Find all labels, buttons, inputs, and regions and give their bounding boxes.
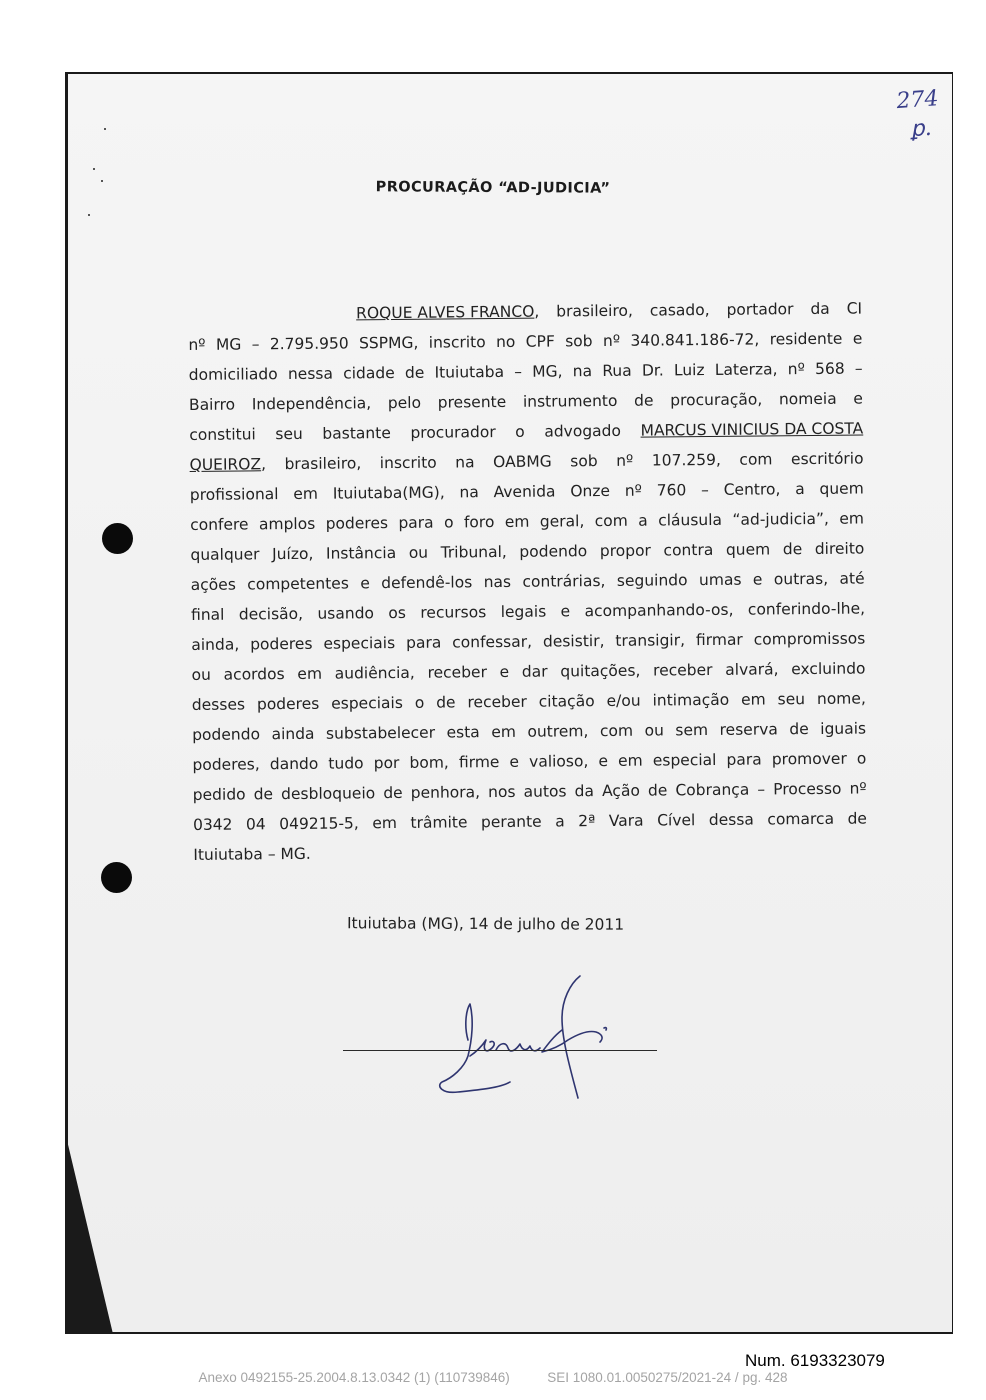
body-word: 107.259, (651, 450, 721, 470)
body-word: 2ª (578, 812, 596, 831)
body-word: nº (602, 331, 621, 351)
body-word: o (414, 693, 425, 712)
body-word: receber (467, 692, 527, 712)
body-word: dando (269, 754, 319, 774)
body-word: a (638, 511, 648, 530)
body-word: “ad-judicia”, (732, 509, 830, 529)
body-word: – (757, 780, 766, 799)
body-word: inscrito (428, 333, 486, 352)
body-word: 0342 (192, 815, 233, 834)
body-word: compromissos (753, 629, 866, 649)
body-word: Laterza, (714, 360, 778, 379)
body-word: da (574, 782, 595, 801)
scan-speck (93, 168, 95, 170)
body-word: citação (538, 692, 595, 711)
body-word: e (852, 329, 863, 348)
body-word: Avenida (493, 482, 556, 502)
body-word: e (752, 570, 763, 589)
body-word: especial (652, 750, 717, 770)
body-word: Independência, (251, 394, 372, 414)
body-word: e (853, 389, 864, 408)
body-word: sob (570, 452, 598, 471)
scan-speck (88, 214, 90, 216)
body-word: desistir, (542, 632, 605, 651)
body-word: MG (215, 335, 242, 354)
body-word: Cobrança (675, 780, 750, 800)
body-word: decisão, (238, 604, 304, 624)
footer-document-number: Num. 6193323079 (745, 1351, 885, 1370)
body-word: 2.795.950 (269, 334, 349, 354)
punch-hole-top (102, 523, 133, 554)
body-word: bastante (322, 424, 391, 443)
body-word: confere (190, 515, 249, 534)
body-word: legais (500, 602, 547, 622)
body-word: MARCUS VINICIUS DA COSTA (640, 419, 864, 440)
body-word: de (404, 363, 425, 382)
body-word: residente (769, 329, 843, 349)
body-word: seu (275, 424, 303, 444)
body-word: desbloqueio (281, 784, 376, 804)
body-word: procuração, (670, 390, 763, 410)
body-word: constitui (189, 425, 256, 444)
body-word: brasileiro, (284, 454, 362, 474)
body-word: brasileiro, (556, 301, 633, 321)
body-word: ou (408, 543, 429, 562)
body-word: em (491, 722, 516, 742)
body-word: para (405, 633, 442, 652)
body-word: esta (446, 723, 480, 742)
body-word: no (495, 332, 516, 352)
body-word: a (555, 812, 565, 831)
body-word: podendo (519, 542, 588, 561)
document-title: PROCURAÇÃO “AD-JUDICIA” (375, 179, 611, 197)
body-word: seu (777, 690, 806, 709)
body-word: nº (188, 335, 206, 354)
body-word: nº (616, 451, 634, 470)
body-word: Luiz (673, 361, 705, 380)
body-word: sem (675, 721, 709, 740)
body-word: promover (771, 749, 847, 769)
body-word: ações (190, 575, 236, 594)
body-word: inscrito (379, 453, 437, 473)
body-word: firmar (695, 630, 743, 650)
body-word: trâmite (410, 813, 468, 832)
body-word: profissional (189, 485, 279, 504)
body-word: presente (437, 392, 507, 412)
body-word: 760 (656, 481, 687, 500)
body-word: e (360, 574, 370, 593)
body-word: domiciliado (188, 365, 278, 384)
body-word: quitações, (560, 661, 641, 681)
body-word: casado, (649, 300, 710, 320)
scan-speck (104, 128, 106, 130)
body-word: de (383, 783, 403, 803)
body-word: Ituiutaba – MG. (193, 844, 311, 864)
body-word: tudo (328, 754, 364, 773)
body-word: em (617, 751, 643, 770)
body-word: sob (565, 332, 593, 351)
body-word: firme (458, 753, 500, 772)
body-word: com (594, 511, 628, 531)
body-word: nº (624, 481, 643, 500)
body-word: acordos (223, 665, 285, 684)
body-word: em (504, 512, 530, 531)
body-word: ainda, (191, 635, 240, 654)
body-word: – (514, 362, 523, 381)
body-word: umas (698, 570, 742, 590)
body-word: na (455, 453, 475, 472)
body-word: – (701, 481, 709, 500)
punch-hole-bottom (101, 862, 132, 893)
body-word: em (372, 814, 398, 833)
body-word: confessar, (452, 632, 533, 652)
body-word: dar (521, 662, 548, 681)
body-word: 04 (245, 815, 266, 834)
body-word: de (847, 809, 868, 828)
body-word: até (839, 569, 865, 588)
body-word: nº (787, 360, 805, 379)
body-word: quem (819, 479, 864, 498)
body-word: procurador (410, 423, 496, 442)
body-word: cláusula (658, 510, 723, 530)
body-word: Juízo, (272, 544, 314, 564)
body-word: na (459, 483, 479, 502)
body-word: na (572, 362, 593, 381)
body-word: advogado (544, 421, 622, 441)
body-word: nos (488, 782, 516, 802)
body-word: em (297, 664, 323, 683)
body-word: Ação (601, 781, 640, 801)
body-word: Rua (602, 361, 632, 381)
body-word: a (795, 480, 805, 499)
body-word: quem (725, 540, 771, 559)
body-word: poderes (256, 694, 320, 714)
body-word: CI (846, 299, 863, 318)
body-word: recursos (420, 603, 487, 622)
body-word: podendo (192, 725, 261, 744)
body-word: direito (814, 539, 865, 558)
place-date: Ituiutaba (MG), 14 de julho de 2011 (346, 914, 625, 934)
body-word: Centro, (723, 480, 781, 499)
body-word: nº (849, 779, 867, 798)
body-word: poderes, (192, 755, 260, 774)
body-word: o (443, 513, 454, 532)
body-word: nome, (816, 689, 866, 708)
body-word: de (634, 391, 654, 410)
body-word: e/ou (606, 691, 641, 711)
body-word: 568 (814, 359, 845, 378)
body-word: o (856, 749, 867, 768)
body-word: ou (644, 721, 664, 740)
body-word: de (647, 781, 668, 800)
footer-reference: Anexo 0492155-25.2004.8.13.0342 (1) (110739846) SEI 1080.01.0050275/2021-24 / pg. 428 (198, 1370, 788, 1385)
body-word: CPF (525, 332, 555, 351)
body-word: poderes (250, 634, 313, 654)
body-word: Vara (608, 811, 644, 830)
body-word: para (726, 750, 762, 769)
body-word: outrem, (527, 722, 589, 741)
body-word: especiais (323, 634, 396, 653)
handwritten-page-number (896, 84, 961, 158)
body-word: foro (463, 513, 495, 532)
body-word: para (398, 513, 434, 532)
body-word: de (436, 693, 456, 712)
body-word: 049215-5, (279, 814, 359, 834)
document-body (188, 294, 867, 870)
body-word: pedido (192, 785, 246, 804)
body-word: penhora, (410, 783, 481, 802)
signature-image (430, 970, 620, 1110)
body-word: OABMG (493, 452, 552, 472)
body-word: transigir, (615, 631, 686, 650)
body-word: audiência, (334, 663, 415, 683)
page-number-text: 274 (895, 86, 940, 115)
body-word: – (251, 335, 260, 354)
body-word: final (190, 605, 225, 624)
body-word: em (740, 690, 766, 709)
body-word: cidade (343, 364, 395, 383)
body-word: em (839, 509, 865, 528)
body-word: excluindo (791, 659, 866, 679)
body-word: substabelecer (325, 723, 436, 743)
body-word: Tribunal, (440, 542, 507, 562)
body-word: Onze (570, 481, 611, 501)
body-word: geral, (539, 512, 585, 531)
body-word: e (499, 662, 510, 682)
body-word: e (509, 752, 520, 771)
body-word: bom, (409, 753, 449, 772)
body-word: outras, (773, 569, 829, 589)
body-word: comarca (767, 809, 835, 829)
body-word: dessa (708, 810, 754, 830)
body-word: intimação (652, 690, 730, 710)
body-word: usando (317, 604, 375, 623)
body-word: iguais (820, 719, 867, 738)
body-word: Dr. (641, 361, 664, 380)
body-word: nas (483, 572, 512, 592)
body-word: desses (191, 695, 246, 714)
body-word: receber (427, 663, 487, 682)
body-word: receber (653, 660, 713, 680)
body-word: Bairro (188, 395, 236, 414)
body-word: ainda (271, 724, 315, 744)
body-word: qualquer (190, 545, 260, 564)
signature-line (343, 1050, 657, 1051)
body-word: contra (663, 540, 714, 560)
body-word: Instância (325, 544, 397, 563)
body-word: pelo (387, 393, 422, 413)
body-word: acompanhando-os, (584, 600, 734, 621)
body-word: SSPMG, (358, 333, 419, 353)
body-word: defendê-los (381, 573, 473, 593)
body-word: QUEIROZ, (189, 455, 267, 474)
body-word: de (253, 785, 274, 804)
body-word: – (854, 359, 863, 378)
body-word: ou (191, 665, 211, 684)
body-word: e (560, 602, 571, 621)
page-mark-text: ꝑ. (909, 115, 933, 142)
body-word: Ituiutaba(MG), (332, 483, 445, 503)
body-word: propor (599, 541, 651, 561)
body-word: escritório (790, 449, 864, 469)
body-word: Ituiutaba (434, 362, 505, 382)
body-word: por (373, 753, 400, 773)
body-word: da (810, 299, 830, 319)
body-word: nessa (287, 364, 334, 384)
body-word: contrárias, (522, 572, 606, 591)
body-word: com (599, 721, 634, 741)
body-word: alvará, (725, 660, 779, 679)
body-word: seguindo (616, 571, 688, 590)
body-word: Cível (657, 811, 696, 830)
body-word: o (515, 422, 525, 441)
body-word: Processo (773, 779, 842, 799)
body-word: poderes (325, 514, 389, 533)
body-word: MG, (532, 362, 563, 381)
body-word: autos (523, 782, 567, 801)
body-word: amplos (258, 514, 316, 534)
body-word: portador (726, 300, 794, 319)
body-word: e (598, 751, 609, 771)
body-word: perante (480, 812, 542, 832)
body-word: nomeia (778, 389, 837, 409)
body-word: ROQUE ALVES FRANCO, (356, 302, 540, 323)
body-word: conferindo-lhe, (747, 599, 866, 619)
body-word: especiais (331, 693, 403, 713)
body-word: valioso, (529, 752, 589, 771)
body-word: em (293, 484, 319, 503)
body-word: de (789, 720, 809, 739)
body-word: competentes (247, 574, 349, 594)
body-word: instrumento (522, 391, 618, 411)
body-word: os (388, 603, 407, 623)
body-word: 340.841.186-72, (630, 330, 760, 350)
body-word: com (739, 450, 773, 469)
body-word: de (782, 540, 803, 559)
body-word: reserva (719, 720, 778, 739)
